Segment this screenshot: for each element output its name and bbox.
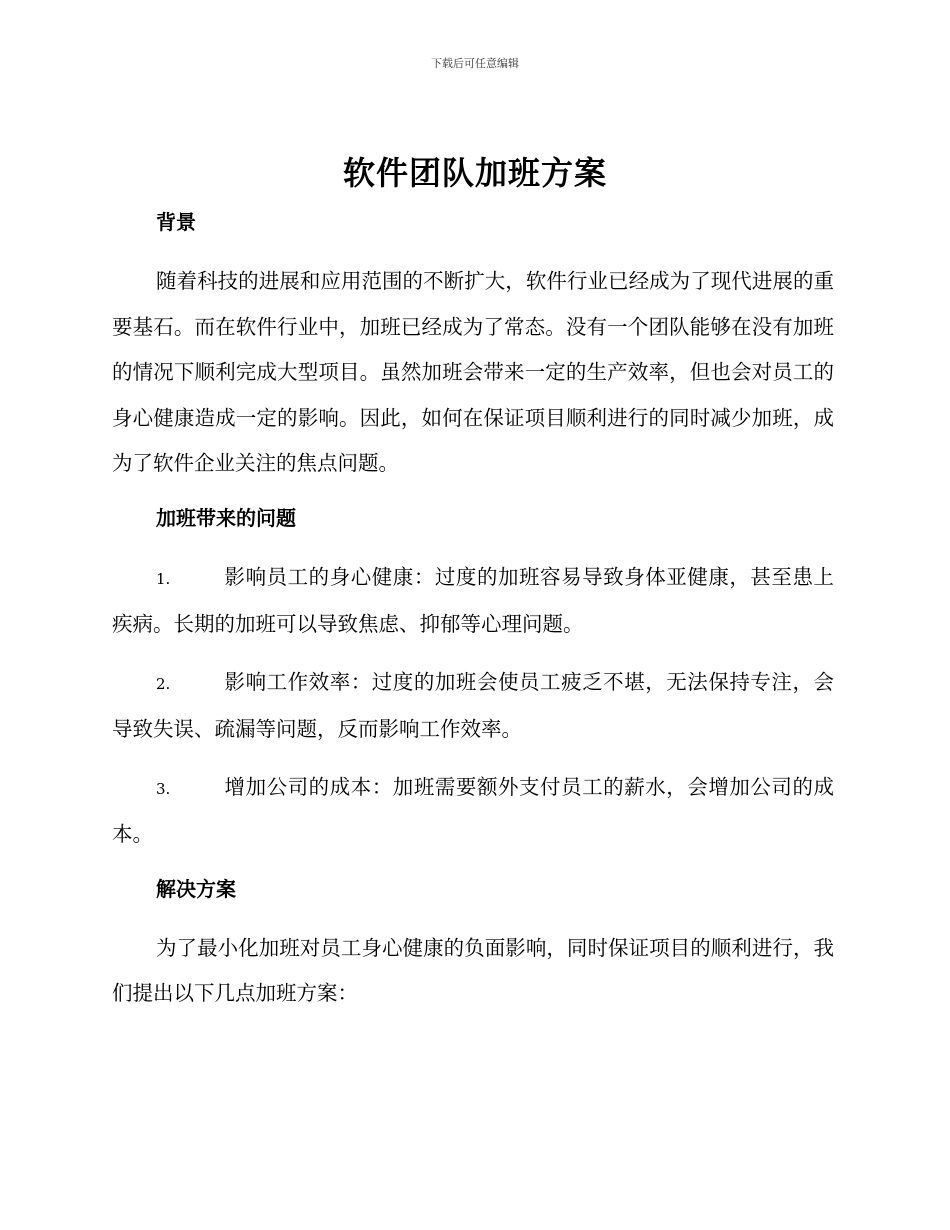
document-title: 软件团队加班方案: [342, 154, 607, 192]
list-item: [112, 555, 834, 648]
section-heading-problems: 加班带来的问题: [156, 505, 296, 530]
solution-paragraph: 为了最小化加班对员工身心健康的负面影响，同时保证项目的顺利进行，我们提出以下几点加班方案：: [112, 935, 834, 1005]
list-item-text: 影响工作效率：过度的加班会使员工疲乏不堪，无法保持专注，会导致失误、疏漏等问题，反而影响工作效率。: [112, 669, 834, 741]
header-note: 下载后可任意编辑: [431, 57, 519, 70]
list-item: [112, 660, 834, 753]
background-paragraph: 随着科技的进展和应用范围的不断扩大，软件行业已经成为了现代进展的重要基石。而在软件行业中，加班已经成为了常态。没有一个团队能够在没有加班的情况下顺利完成大型项目。虽然加班会带来一定的生产效率，但也会对员工的身心健康造成一定的影响。因此，如何在保证项目顺利进行的同时减少加班，成为了软件企业关注的焦点问题。: [112, 269, 834, 475]
section-heading-background: 背景: [156, 210, 196, 234]
list-item-text: 影响员工的身心健康：过度的加班容易导致身体亚健康，甚至患上疾病。长期的加班可以导致焦虑、抑郁等心理问题。: [112, 564, 834, 636]
list-item-text: 增加公司的成本：加班需要额外支付员工的薪水，会增加公司的成本。: [112, 774, 834, 846]
section-heading-solution: 解决方案: [156, 876, 236, 901]
list-item: [112, 765, 834, 858]
list-item-number: 1.: [156, 569, 171, 588]
list-item-number: 3.: [156, 779, 171, 798]
list-item-number: 2.: [156, 674, 171, 693]
document-body: [112, 205, 834, 1017]
